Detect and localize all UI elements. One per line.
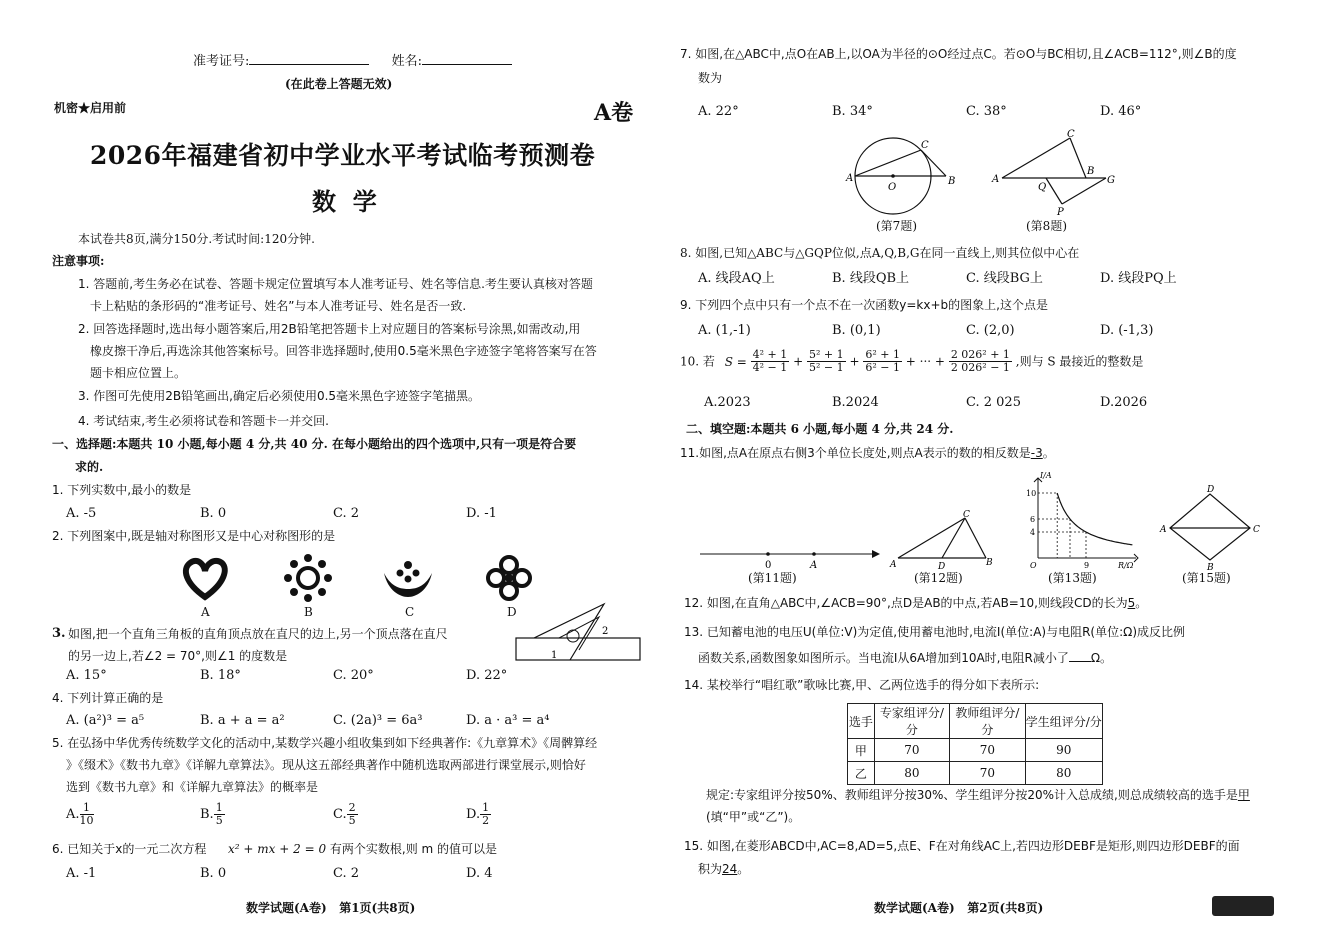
- section2-heading: 二、填空题:本题共 6 小题,每小题 4 分,共 24 分.: [686, 422, 954, 436]
- q4-stem: 4. 下列计算正确的是: [52, 691, 164, 705]
- q6-option-c: C. 2: [333, 866, 360, 881]
- svg-text:A: A: [890, 560, 897, 570]
- q8-option-a: A. 线段AQ上: [698, 271, 775, 286]
- q1-option-a: A. -5: [66, 506, 97, 521]
- ticket-line: [193, 52, 512, 70]
- q9-option-c: C. (2,0): [966, 323, 1015, 338]
- q3-option-a: A. 15°: [66, 668, 107, 683]
- svg-text:D: D: [1207, 485, 1215, 495]
- q8-option-b: B. 线段QB上: [832, 271, 910, 286]
- q5-option-c: C. $\frac{2}{5}$: [333, 801, 356, 827]
- notice-1b: 卡上粘贴的条形码的“准考证号、姓名”与本人准考证号、姓名是否一致.: [90, 299, 467, 313]
- fig15-rhombus: [1158, 484, 1270, 573]
- fig13-origin: O: [1030, 561, 1037, 570]
- q2-label-a: A: [201, 605, 210, 619]
- fig13-tick-10: 10: [1026, 489, 1037, 498]
- q6-equation: x² + mx + 2 = 0: [228, 842, 327, 856]
- q8-option-d: D. 线段PQ上: [1100, 271, 1177, 286]
- q2-pattern-c-icon: [380, 555, 436, 601]
- q2-label-d: D: [507, 605, 517, 619]
- q14-answer: 甲: [1237, 788, 1250, 802]
- q2-label-b: B: [304, 605, 313, 619]
- q14-rule: 规定:专家组评分按50%、教师组评分按30%、学生组评分按20%计入总成绩,则总成绩较高的选手是甲: [706, 788, 1250, 802]
- q6-option-d: D. 4: [466, 866, 493, 881]
- notice-2a: 2. 回答选择题时,选出每小题答案后,用2B铅笔把答题卡上对应题目的答案标号涂黑,如需改动,用: [78, 322, 581, 336]
- q9-stem: 9. 下列四个点中只有一个点不在一次函数y=kx+b的图象上,这个点是: [680, 298, 1048, 312]
- q3-number: 3.: [52, 626, 66, 641]
- q3-line1: 如图,把一个直角三角板的直角顶点放在直尺的边上,另一个顶点落在直尺: [68, 627, 448, 641]
- svg-text:B: B: [948, 176, 956, 187]
- corner-stamp: [1212, 896, 1274, 916]
- svg-text:A: A: [992, 174, 1000, 185]
- fig13-ylabel: I/A: [1040, 471, 1052, 480]
- q1-stem: 1. 下列实数中,最小的数是: [52, 483, 192, 497]
- q13-line2: 函数关系,函数图象如图所示。当电流I从6A增加到10A时,电阻R减小了 Ω。: [698, 651, 1113, 665]
- q7-line2: 数为: [698, 71, 723, 85]
- fig12-caption: (第12题): [914, 571, 963, 585]
- fig11-caption: (第11题): [748, 571, 797, 585]
- ticket-blank: [249, 52, 369, 65]
- svg-text:O: O: [888, 182, 897, 193]
- section1-heading-cont: 求的.: [75, 460, 104, 474]
- q4-option-c: C. (2a)³ = 6a³: [333, 713, 423, 728]
- table-row: 乙 80 70 80: [848, 762, 1103, 785]
- q15-line1: 15. 如图,在菱形ABCD中,AC=8,AD=5,点E、F在对角线AC上,若四边形DEBF是矩形,则四边形DEBF的面: [684, 839, 1240, 853]
- page-2: [664, 0, 1329, 928]
- q5-option-b: B. $\frac{1}{5}$: [200, 801, 223, 827]
- notice-2c: 题卡相应位置上。: [90, 366, 187, 380]
- fig13-tick-4: 4: [1030, 528, 1036, 537]
- q2-pattern-a-icon: [180, 555, 230, 601]
- q7-option-d: D. 46°: [1100, 104, 1142, 119]
- q6-option-a: A. -1: [66, 866, 97, 881]
- q4-option-a: A. (a²)³ = a⁵: [66, 713, 145, 728]
- q5-line3: 选到《数书九章》和《详解九章算法》的概率是: [66, 780, 319, 794]
- page1-footer: 数学试题(A卷) 第1页(共8页): [246, 901, 416, 915]
- q3-angle2-label: 2: [602, 626, 609, 637]
- svg-text:A: A: [846, 173, 854, 184]
- name-label: 姓名:: [391, 54, 423, 69]
- q10-option-d: D.2026: [1100, 395, 1148, 410]
- q14-score-table: [847, 703, 1103, 785]
- q3-option-c: C. 20°: [333, 668, 374, 683]
- q10-option-b: B.2024: [832, 395, 879, 410]
- svg-text:B: B: [1207, 563, 1214, 573]
- q8-stem: 8. 如图,已知△ABC与△GQP位似,点A,Q,B,G在同一直线上,则其位似中心在: [680, 246, 1080, 260]
- svg-text:A: A: [1160, 525, 1167, 535]
- q1-option-d: D. -1: [466, 506, 497, 521]
- q10-option-a: A.2023: [704, 395, 751, 410]
- svg-text:A: A: [810, 560, 818, 571]
- q2-stem: 2. 下列图案中,既是轴对称图形又是中心对称图形的是: [52, 529, 336, 543]
- fig13-tick-6: 6: [1030, 515, 1036, 524]
- svg-text:C: C: [963, 510, 970, 520]
- q6-option-b: B. 0: [200, 866, 227, 881]
- page2-footer: 数学试题(A卷) 第2页(共8页): [874, 901, 1044, 915]
- q3-line2: 的另一边上,若∠2 = 70°,则∠1 的度数是: [68, 649, 288, 663]
- svg-text:0: 0: [765, 560, 772, 571]
- name-blank: [422, 52, 512, 65]
- notice-2b: 橡皮擦干净后,再选涂其他答案标号。回答非选择题时,使用0.5毫米黑色字迹签字笔将答案写在答: [90, 344, 597, 358]
- svg-text:C: C: [921, 140, 929, 151]
- q5-option-a: A. $\frac{1}{10}$: [66, 801, 94, 827]
- q13-line1: 13. 已知蓄电池的电压U(单位:V)为定值,使用蓄电池时,电流I(单位:A)与电阻R(单位:Ω)成反比例: [684, 625, 1185, 639]
- q12-answer: 5: [1127, 596, 1136, 610]
- q12-stem: 12. 如图,在直角△ABC中,∠ACB=90°,点D是AB的中点,若AB=10,则线段CD的长为5。: [684, 596, 1148, 610]
- q10-stem: 10. 若 S = $\frac{\text{4² + 1}}{\text{4² − 1}}$ + $\frac{\text{5² + 1}}{\text{5² − 1}}$ + $\frac{\text{6² + 1}}{\text{6² − 1}}$ + ··· + $\frac{\text{2 026² + 1}}{\text{2 026² − 1}}$ ,则与 S 最接近的整数是: [680, 348, 1144, 374]
- volume-mark: A卷: [594, 100, 634, 126]
- svg-text:G: G: [1107, 175, 1115, 186]
- fig13-guides: [1038, 493, 1086, 558]
- q14-rule-cont: (填“甲”或“乙”)。: [706, 810, 801, 824]
- q2-pattern-d-icon: [484, 553, 534, 603]
- q11-answer: -3: [1030, 446, 1043, 460]
- q9-option-d: D. (-1,3): [1100, 323, 1154, 338]
- q7-option-c: C. 38°: [966, 104, 1007, 119]
- fig13-xlabel: R/Ω: [1118, 561, 1134, 570]
- notice-title: 注意事项:: [52, 254, 105, 268]
- q8-option-c: C. 线段BG上: [966, 271, 1043, 286]
- q3-option-b: B. 18°: [200, 668, 241, 683]
- exam-info: 本试卷共8页,满分150分.考试时间:120分钟.: [78, 232, 315, 246]
- q3-angle1-label: 1: [551, 650, 558, 661]
- q1-option-b: B. 0: [200, 506, 227, 521]
- q3-option-d: D. 22°: [466, 668, 508, 683]
- table-row: 选手 专家组评分/分 教师组评分/分 学生组评分/分: [848, 704, 1103, 739]
- fig13-caption: (第13题): [1048, 571, 1097, 585]
- svg-text:P: P: [1057, 207, 1064, 218]
- q13-answer-blank: [1069, 649, 1091, 662]
- ticket-label: 准考证号:: [193, 54, 250, 69]
- subject-title: 数 学: [312, 187, 377, 216]
- fig12-right-triangle: [890, 510, 1000, 570]
- fig13-tick-9: 9: [1084, 561, 1090, 570]
- q9-option-a: A. (1,-1): [698, 323, 751, 338]
- q4-option-b: B. a + a = a²: [200, 713, 285, 728]
- svg-text:C: C: [1253, 525, 1260, 535]
- table-row: 甲 70 70 90: [848, 739, 1103, 762]
- invalid-note: (在此卷上答题无效): [285, 77, 393, 91]
- q5-line2: 》《缀术》《数书九章》《详解九章算法》。现从这五部经典著作中随机选取两部进行课堂展示,则恰好: [66, 758, 586, 772]
- notice-1a: 1. 答题前,考生务必在试卷、答题卡规定位置填写本人准考证号、姓名等信息.考生要认真核对答题: [78, 277, 593, 291]
- page-1: [0, 0, 664, 928]
- q7-option-a: A. 22°: [698, 104, 739, 119]
- fig7-circle-tangent: [848, 128, 958, 216]
- q15-line2: 积为24。: [698, 862, 750, 876]
- svg-text:B: B: [986, 558, 993, 568]
- fig11-number-line: [700, 545, 880, 571]
- fig7-caption: (第7题): [876, 219, 917, 233]
- secret-mark: 机密★启用前: [54, 101, 127, 115]
- section1-heading: 一、选择题:本题共 10 小题,每小题 4 分,共 40 分. 在每小题给出的四个选项中,只有一项是符合要: [52, 437, 577, 451]
- q11-stem: 11.如图,点A在原点右侧3个单位长度处,则点A表示的数的相反数是-3。: [680, 446, 1055, 460]
- q7-option-b: B. 34°: [832, 104, 873, 119]
- q1-option-c: C. 2: [333, 506, 360, 521]
- q4-option-d: D. a · a³ = a⁴: [466, 713, 550, 728]
- q9-option-b: B. (0,1): [832, 323, 881, 338]
- q7-line1: 7. 如图,在△ABC中,点O在AB上,以OA为半径的⊙O经过点C。若⊙O与BC相切,且∠ACB=112°,则∠B的度: [680, 47, 1237, 61]
- q5-option-d: D. $\frac{1}{2}$: [466, 801, 490, 827]
- svg-text:C: C: [1067, 129, 1075, 140]
- exam-title: 2026年福建省初中学业水平考试临考预测卷: [90, 141, 596, 170]
- notice-3: 3. 作图可先使用2B铅笔画出,确定后必须使用0.5毫米黑色字迹签字笔描黑。: [78, 389, 481, 403]
- svg-text:B: B: [1087, 166, 1095, 177]
- q2-label-c: C: [405, 605, 415, 619]
- q10-option-c: C. 2 025: [966, 395, 1021, 410]
- fig13-inverse-function-chart: [1024, 472, 1144, 572]
- fig13-curve: [1057, 493, 1132, 545]
- q6-stem: 6. 已知关于x的一元二次方程 x² + mx + 2 = 0 有两个实数根,则 m 的值可以是: [52, 842, 498, 856]
- fig8-homothety: [994, 128, 1118, 216]
- fig15-caption: (第15题): [1182, 571, 1231, 585]
- q15-answer: 24: [722, 862, 738, 876]
- notice-4: 4. 考试结束,考生必须将试卷和答题卡一并交回.: [78, 414, 329, 428]
- q14-stem: 14. 某校举行“唱红歌”歌咏比赛,甲、乙两位选手的得分如下表所示:: [684, 678, 1040, 692]
- svg-text:Q: Q: [1038, 182, 1047, 193]
- q5-line1: 5. 在弘扬中华优秀传统数学文化的活动中,某数学兴趣小组收集到如下经典著作:《九章算术》《周髀算经: [52, 736, 598, 750]
- svg-text:D: D: [938, 562, 946, 572]
- q3-figure: [514, 602, 644, 664]
- fig8-caption: (第8题): [1026, 219, 1067, 233]
- q2-pattern-b-icon: [283, 553, 333, 603]
